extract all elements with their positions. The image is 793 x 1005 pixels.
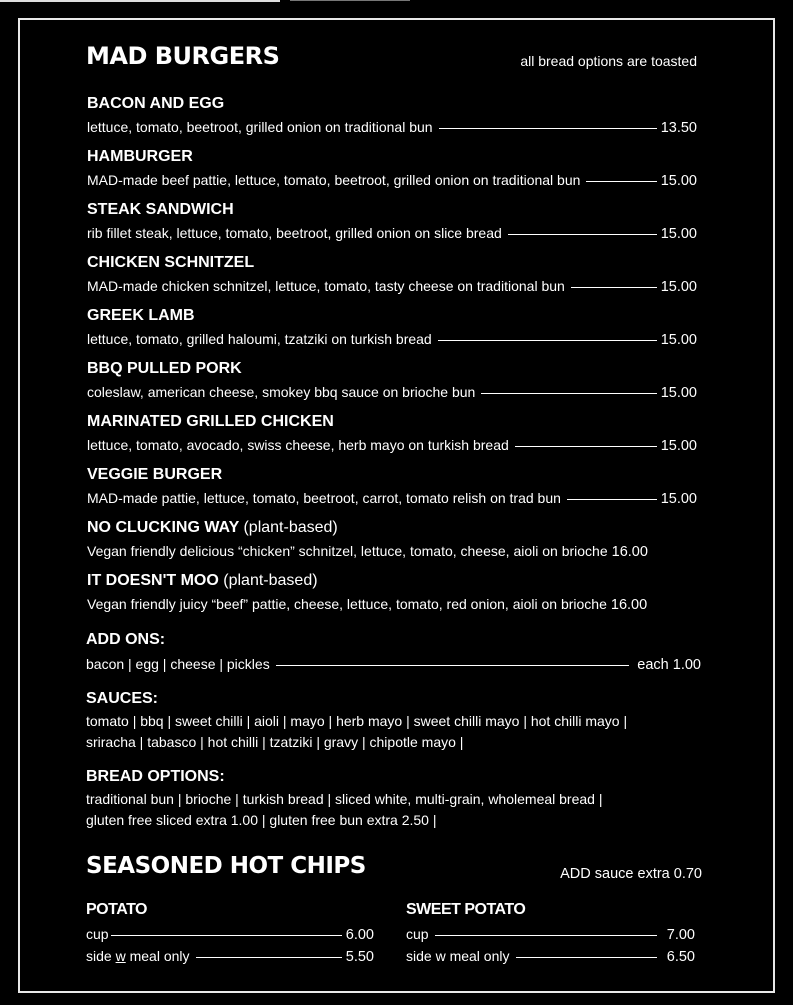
add-ons-section <box>86 630 701 675</box>
sweet-potato-heading: SWEET POTATO <box>406 901 526 918</box>
potato-column <box>86 900 374 967</box>
item-description: lettuce, tomato, beetroot, grilled onion on traditional bun <box>87 119 433 135</box>
item-name: VEGGIE BURGER <box>87 466 223 483</box>
item-price: 13.50 <box>660 120 697 136</box>
price-leader <box>438 340 657 341</box>
menu-item <box>87 412 697 465</box>
item-description: MAD-made beef pattie, lettuce, tomato, beetroot, grilled onion on traditional bun <box>87 172 581 188</box>
top-edge-line <box>0 0 280 2</box>
item-name: STEAK SANDWICH <box>87 201 234 218</box>
cup-price: 6.00 <box>345 927 374 943</box>
sauces-heading: SAUCES: <box>86 690 159 707</box>
side-price: 6.50 <box>666 949 695 965</box>
item-price: 15.00 <box>660 226 697 242</box>
price-leader <box>435 935 657 936</box>
price-leader <box>196 957 342 958</box>
price-leader <box>111 935 342 936</box>
side-label: side w meal only <box>86 948 190 964</box>
item-name: HAMBURGER <box>87 148 193 165</box>
item-name: NO CLUCKING WAY (plant-based) <box>87 519 338 536</box>
sauces-section <box>86 689 701 753</box>
menu-item <box>87 200 697 253</box>
item-price: 15.00 <box>660 173 697 189</box>
price-leader <box>516 957 657 958</box>
menu-item <box>87 465 697 518</box>
item-price: 15.00 <box>660 385 697 401</box>
menu-item <box>87 571 697 624</box>
sweet-potato-column <box>406 900 695 967</box>
price-leader <box>276 665 630 666</box>
item-name: BBQ PULLED PORK <box>87 360 242 377</box>
item-description: lettuce, tomato, grilled haloumi, tzatziki on turkish bread <box>87 331 432 347</box>
item-name: IT DOESN'T MOO (plant-based) <box>87 572 318 589</box>
menu-item <box>87 253 697 306</box>
side-price: 5.50 <box>345 949 374 965</box>
item-name: CHICKEN SCHNITZEL <box>87 254 255 271</box>
item-description: rib fillet steak, lettuce, tomato, beetroot, grilled onion on slice bread <box>87 225 502 241</box>
menu-item <box>87 306 697 359</box>
chips-note: ADD sauce extra 0.70 <box>560 866 702 882</box>
price-leader <box>586 181 656 182</box>
item-description: lettuce, tomato, avocado, swiss cheese, herb mayo on turkish bread <box>87 437 509 453</box>
item-name: BACON AND EGG <box>87 95 225 112</box>
cup-label: cup <box>406 926 429 942</box>
potato-heading: POTATO <box>86 901 147 918</box>
item-name: GREEK LAMB <box>87 307 195 324</box>
price-leader <box>571 287 657 288</box>
side-label: side w meal only <box>406 948 510 964</box>
menu-item <box>87 147 697 200</box>
price-leader <box>508 234 657 235</box>
item-price: 15.00 <box>660 438 697 454</box>
menu-item <box>87 518 697 571</box>
chips-title: SEASONED HOT CHIPS <box>86 853 366 879</box>
item-description: coleslaw, american cheese, smokey bbq sauce on brioche bun <box>87 384 476 400</box>
item-description: MAD-made chicken schnitzel, lettuce, tomato, tasty cheese on traditional bun <box>87 278 565 294</box>
top-edge-line-thin <box>290 0 410 1</box>
sauces-line-2: sriracha | tabasco | hot chilli | tzatziki | gravy | chipotle mayo | <box>86 734 464 750</box>
cup-price: 7.00 <box>666 927 695 943</box>
item-price: 15.00 <box>660 332 697 348</box>
item-price: 16.00 <box>611 544 648 560</box>
add-ons-heading: ADD ONS: <box>86 631 166 648</box>
add-ons-price: each 1.00 <box>637 657 701 673</box>
price-leader <box>439 128 657 129</box>
bread-options-heading: BREAD OPTIONS: <box>86 768 225 785</box>
item-description: MAD-made pattie, lettuce, tomato, beetroot, carrot, tomato relish on trad bun <box>87 490 561 506</box>
burgers-note: all bread options are toasted <box>520 53 697 69</box>
sauces-line-1: tomato | bbq | sweet chilli | aioli | mayo | herb mayo | sweet chilli mayo | hot chilli mayo | <box>86 713 628 729</box>
item-description: Vegan friendly juicy “beef” pattie, cheese, lettuce, tomato, red onion, aioli on brioche <box>87 596 607 612</box>
item-name: MARINATED GRILLED CHICKEN <box>87 413 334 430</box>
price-leader <box>567 499 657 500</box>
burger-list <box>87 94 697 624</box>
menu-item <box>87 94 697 147</box>
item-description: Vegan friendly delicious “chicken” schnitzel, lettuce, tomato, cheese, aioli on brioche <box>87 543 608 559</box>
burgers-title: MAD BURGERS <box>86 42 280 70</box>
cup-label: cup <box>86 926 109 942</box>
item-price: 16.00 <box>610 597 648 613</box>
menu-item <box>87 359 697 412</box>
bread-options-line-1: traditional bun | brioche | turkish bread | sliced white, multi-grain, wholemeal bread | <box>86 791 603 807</box>
item-price: 15.00 <box>660 279 697 295</box>
item-price: 15.00 <box>660 491 697 507</box>
price-leader <box>481 393 656 394</box>
add-ons-list: bacon | egg | cheese | pickles <box>86 656 270 672</box>
price-leader <box>515 446 657 447</box>
bread-options-section <box>86 767 701 831</box>
bread-options-line-2: gluten free sliced extra 1.00 | gluten free bun extra 2.50 | <box>86 812 437 828</box>
